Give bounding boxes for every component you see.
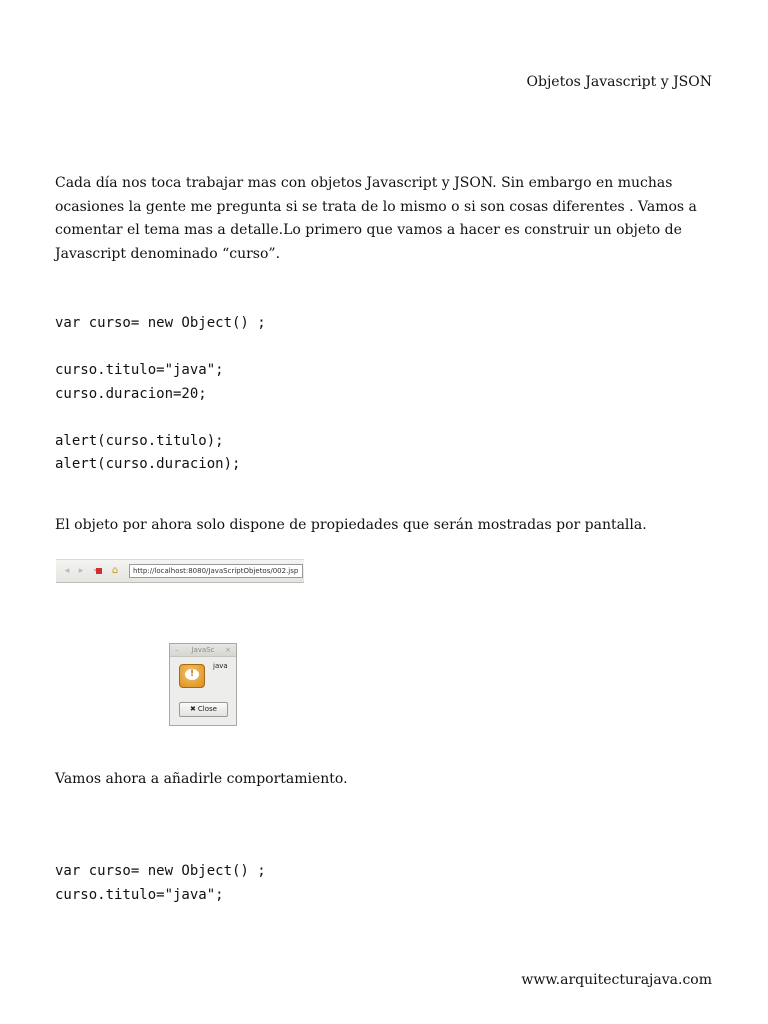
dialog-close-button bbox=[179, 702, 228, 717]
close-x-icon: ✖ bbox=[190, 705, 196, 713]
stop-icon bbox=[96, 568, 102, 574]
footer-link: www.arquitecturajava.com bbox=[521, 972, 712, 988]
alert-dialog-screenshot bbox=[169, 643, 237, 726]
code-block-1 bbox=[55, 312, 266, 477]
code-line bbox=[55, 336, 266, 360]
close-icon: × bbox=[225, 646, 231, 654]
code-block-2 bbox=[55, 860, 266, 907]
code-line: curso.titulo="java"; bbox=[55, 886, 224, 903]
dropdown-icon: ▾ bbox=[93, 567, 97, 574]
code-line: var curso= new Object() ; bbox=[55, 315, 266, 331]
document-title: Objetos Javascript y JSON bbox=[526, 74, 712, 90]
dialog-titlebar bbox=[170, 644, 236, 657]
minimize-icon: – bbox=[175, 646, 179, 654]
warning-icon: ! bbox=[179, 664, 205, 688]
code-line: alert(curso.titulo); bbox=[55, 432, 224, 449]
intro-paragraph: Cada día nos toca trabajar mas con objetos Javascript y JSON. Sin embargo en muchas ocasiones la gente me pregunta si se trata de lo mismo o si son cosas diferentes . Vamos a comentar el tema mas a detalle.Lo primero que vamos a hacer es construir un objeto de Javascript denominado “curso”. bbox=[55, 175, 697, 262]
behavior-paragraph: Vamos ahora a añadirle comportamiento. bbox=[55, 771, 348, 787]
code-line: alert(curso.duracion); bbox=[55, 456, 241, 472]
forward-icon: ▸ bbox=[78, 566, 84, 576]
properties-paragraph: El objeto por ahora solo dispone de propiedades que serán mostradas por pantalla. bbox=[55, 517, 647, 533]
code-line bbox=[55, 406, 266, 430]
home-icon: ⌂ bbox=[111, 565, 119, 576]
code-line: curso.duracion=20; bbox=[55, 385, 207, 402]
code-line: curso.titulo="java"; bbox=[55, 362, 224, 378]
close-button-label: Close bbox=[197, 705, 217, 713]
back-icon: ◂ bbox=[64, 566, 70, 576]
dialog-message: java bbox=[213, 662, 228, 670]
browser-toolbar-screenshot bbox=[56, 559, 304, 583]
url-bar: http://localhost:8080/JavaScriptObjetos/002.jsp bbox=[129, 564, 303, 578]
dialog-title: JavaSc bbox=[191, 646, 215, 654]
code-line: var curso= new Object() ; bbox=[55, 863, 266, 879]
